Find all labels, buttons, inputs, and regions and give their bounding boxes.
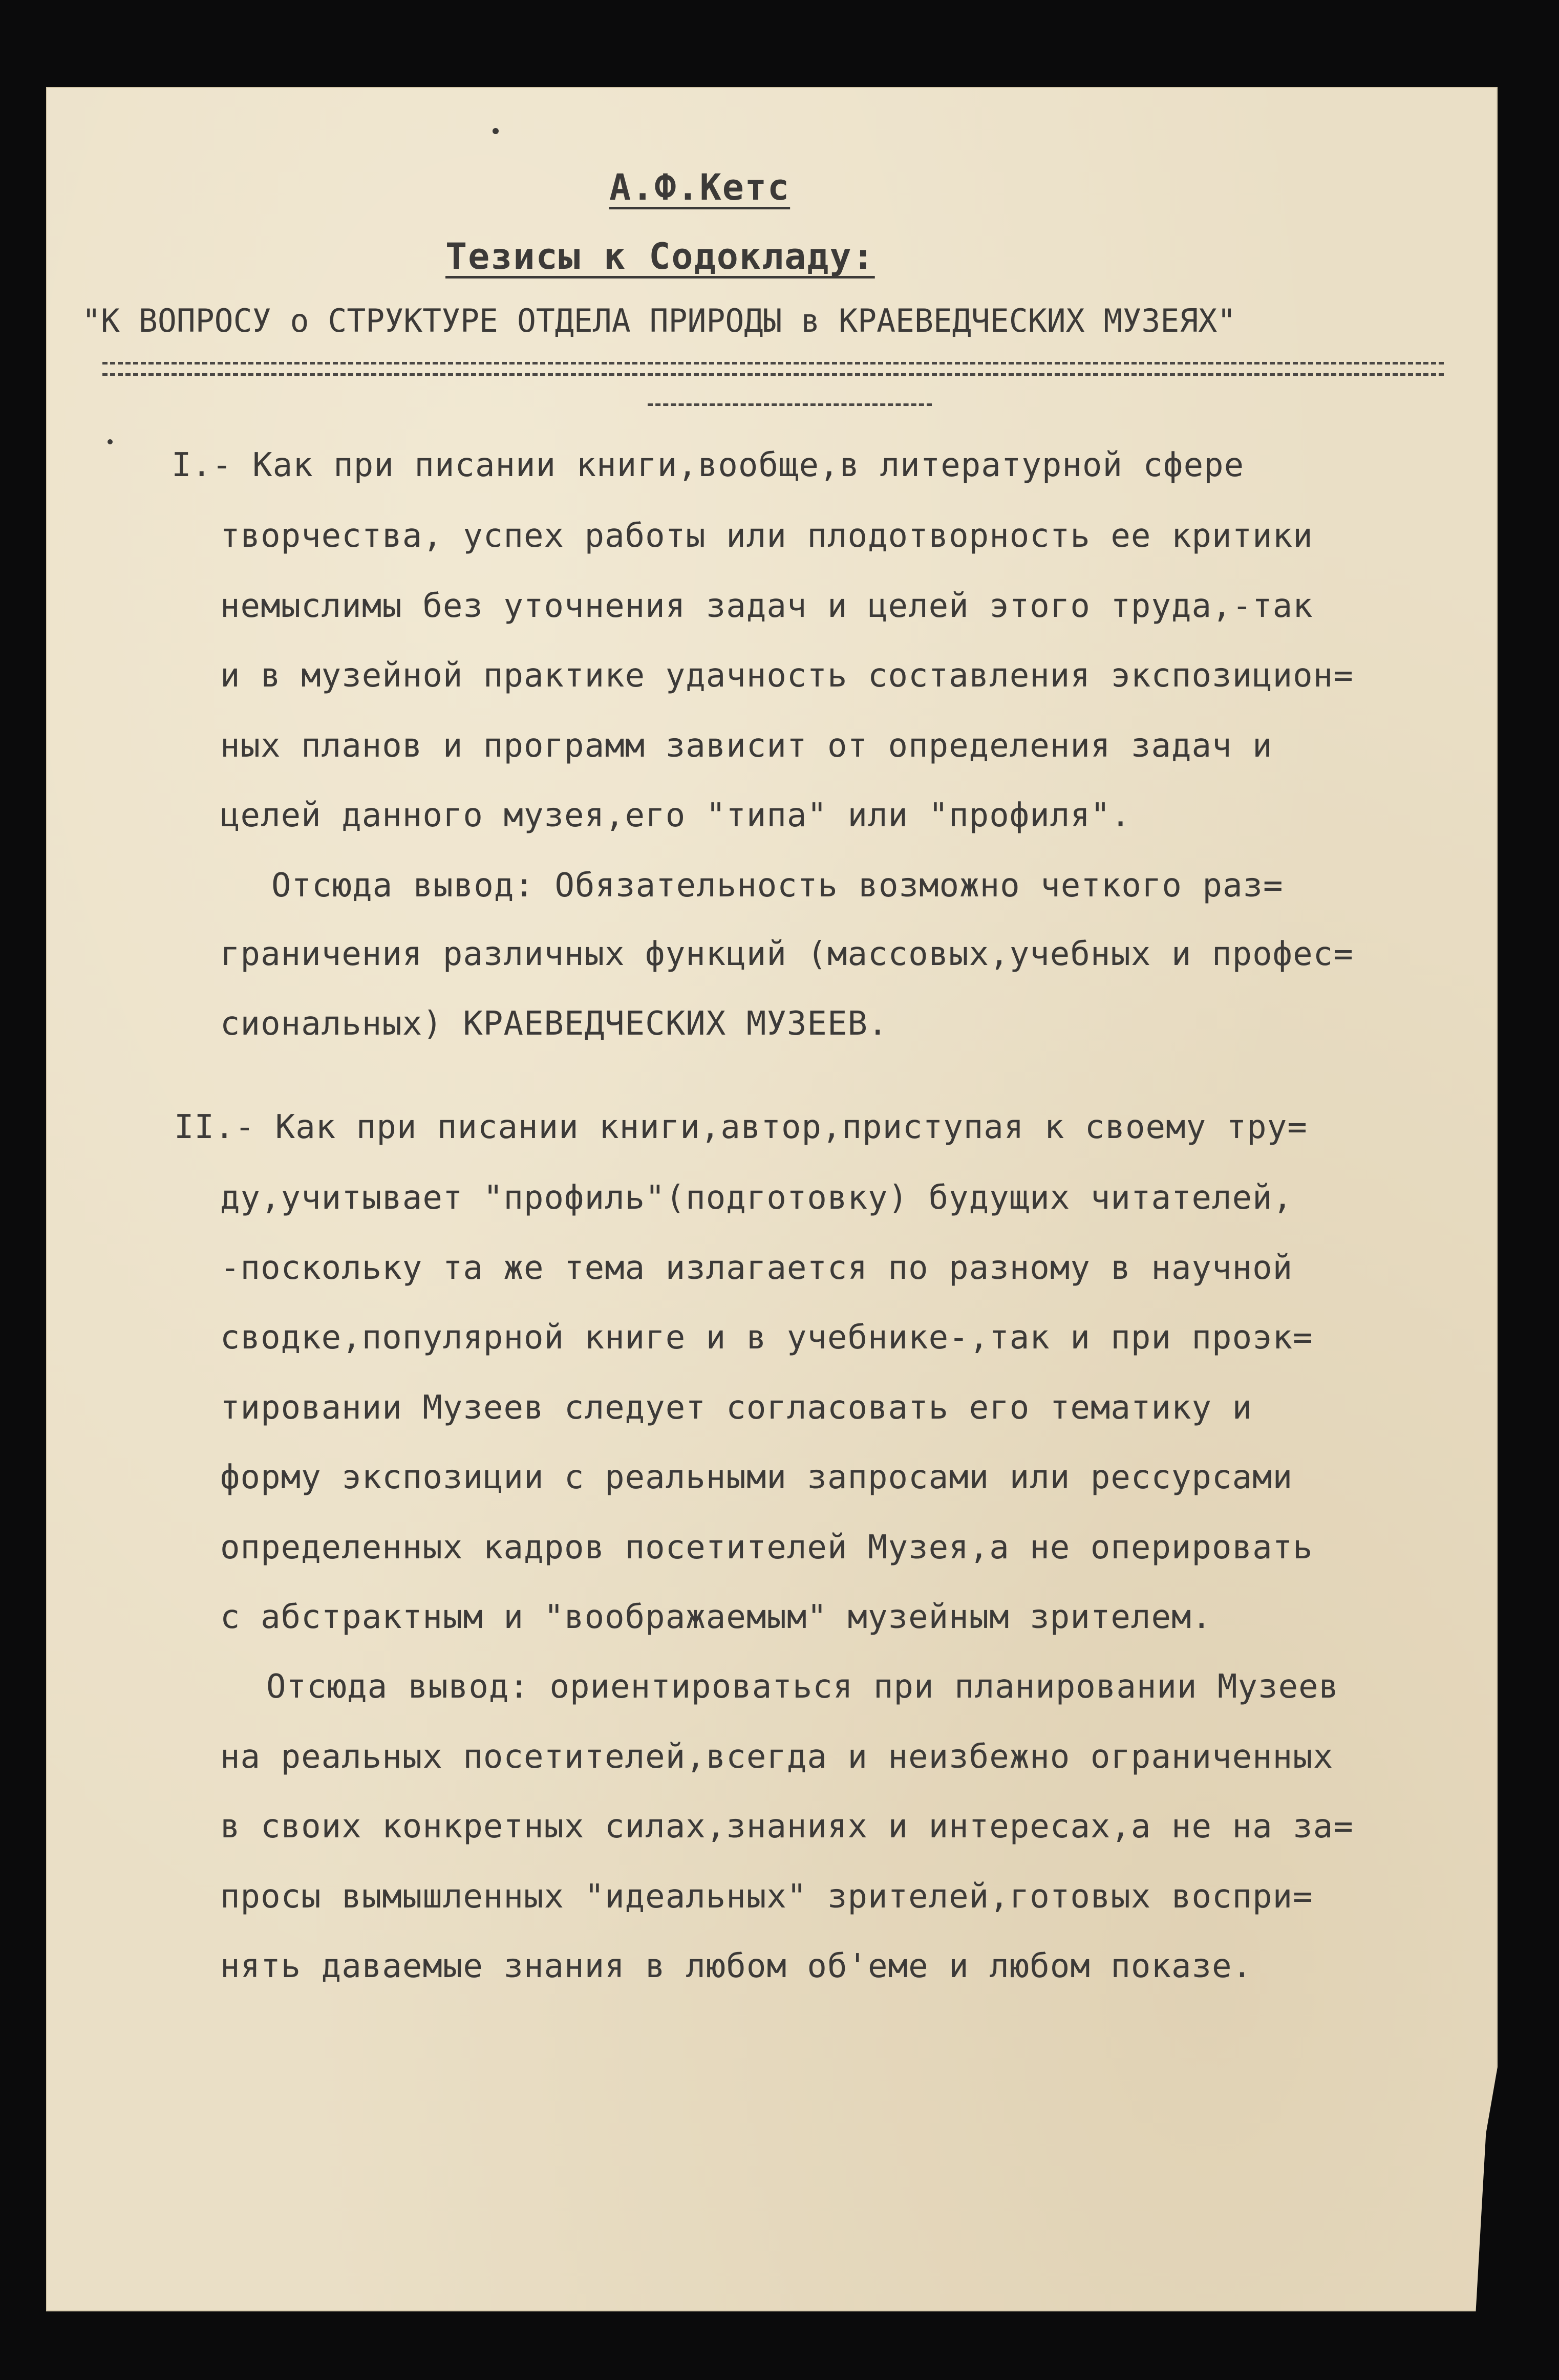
section-1-line: и в музейной практике удачность составления экспозицион=	[220, 657, 1354, 695]
section-1-line: Отсюда вывод: Обязательность возможно четкого раз=	[271, 867, 1284, 905]
document-subtitle: Тезисы к Содокладу:	[445, 235, 875, 277]
section-2-line: II.- Как при писании книги,автор,приступая к своему тру=	[174, 1108, 1308, 1146]
section-1-line: I.- Как при писании книги,вообще,в литературной сфере	[172, 446, 1245, 484]
section-2-line: определенных кадров посетителей Музея,а не оперировать	[220, 1529, 1313, 1567]
section-2-line: на реальных посетителей,всегда и неизбежно ограниченных	[220, 1738, 1334, 1776]
section-2-line: тировании Музеев следует согласовать его тематику и	[220, 1389, 1253, 1427]
separator-rule-short	[648, 403, 932, 406]
section-1-line: сиональных) КРАЕВЕДЧЕСКИХ МУЗЕЕВ.	[220, 1005, 888, 1043]
section-1-line: немыслимы без уточнения задач и целей этого труда,-так	[220, 587, 1313, 625]
section-2-line: форму экспозиции с реальными запросами или рессурсами	[220, 1459, 1293, 1496]
section-2-line: нять даваемые знания в любом об'еме и любом показе.	[220, 1947, 1253, 1985]
section-1-line: творчества, успех работы или плодотворность ее критики	[220, 517, 1313, 555]
section-2-line: сводке,популярной книге и в учебнике-,так и при проэк=	[220, 1319, 1313, 1357]
section-1-line: ных планов и программ зависит от определения задач и	[220, 727, 1273, 765]
ink-dot	[108, 439, 113, 444]
section-2-line: просы вымышленных "идеальных" зрителей,готовых воспри=	[220, 1878, 1313, 1916]
section-2-line: в своих конкретных силах,знаниях и интересах,а не на за=	[220, 1808, 1354, 1846]
section-1-line: граничения различных функций (массовых,учебных и профес=	[220, 935, 1354, 973]
document-topic: "К ВОПРОСУ о СТРУКТУРЕ ОТДЕЛА ПРИРОДЫ в КРАЕВЕДЧЕСКИХ МУЗЕЯХ"	[82, 302, 1236, 339]
section-1-line: целей данного музея,его "типа" или "профиля".	[220, 797, 1131, 834]
section-2-line: Отсюда вывод: ориентироваться при планировании Музеев	[266, 1668, 1339, 1706]
section-2-line: с абстрактным и "воображаемым" музейным зрителем.	[220, 1598, 1212, 1636]
ink-dot	[493, 128, 499, 134]
author-name: А.Ф.Кетс	[609, 166, 791, 208]
separator-rule	[102, 373, 1444, 376]
separator-rule	[102, 362, 1444, 364]
section-2-line: -поскольку та же тема излагается по разному в научной	[220, 1249, 1293, 1287]
section-2-line: ду,учитывает "профиль"(подготовку) будущих читателей,	[220, 1179, 1293, 1217]
